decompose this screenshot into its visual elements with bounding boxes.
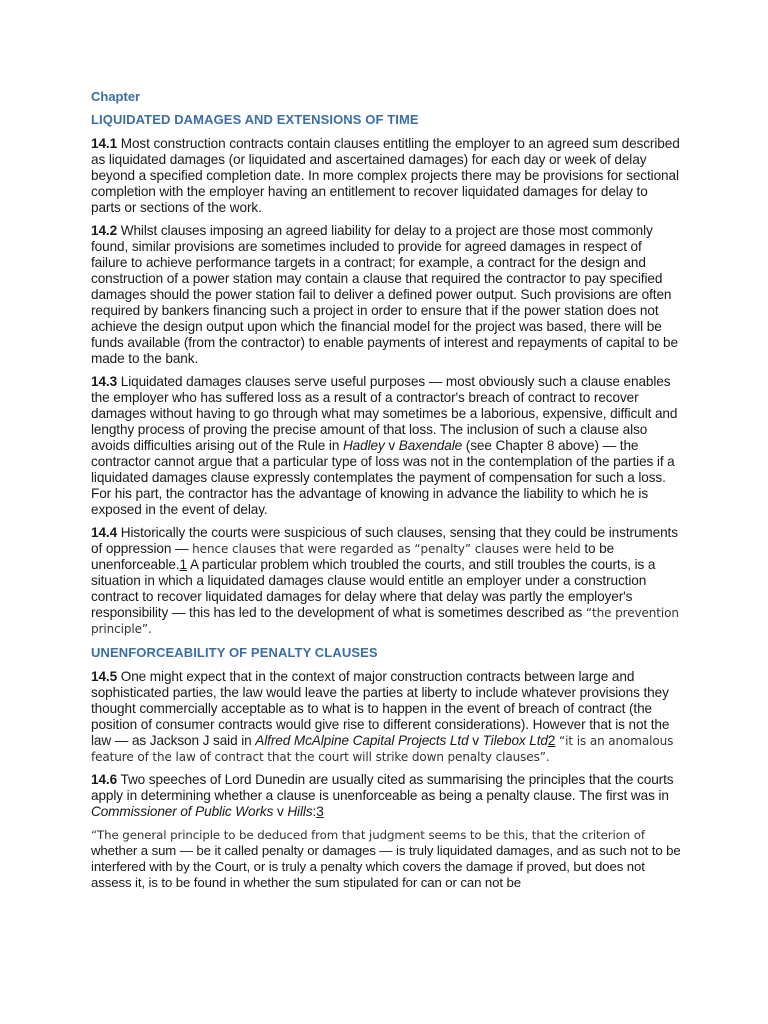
paragraph-text: One might expect that in the context of major construction contracts between large and sophisticated parties, the law would leave the parties at liberty to include whatever provisions they thought commercially acceptable as to what is to happen in the event of breach of contract (the position of consumer contracts would give rise to different considerations). However that is not the law — as Jackson J said in bbox=[91, 669, 670, 748]
case-name: Commissioner of Public Works bbox=[91, 804, 274, 819]
quoted-text: “it is an anomalous feature of the law of contract that the court will strike down penalty clauses”. bbox=[91, 734, 674, 764]
paragraph-14-6 bbox=[91, 772, 681, 820]
quote-text: whether a sum — be it called penalty or damages — is truly liquidated damages, and as such not to be interfered with by the Court, or is truly a penalty which covers the damage if proved, but does not assess it, is to be found in whether the sum stipulated for can or can not be bbox=[91, 843, 681, 890]
document-body bbox=[91, 88, 681, 891]
block-quote bbox=[91, 827, 681, 891]
paragraph-text: Most construction contracts contain clauses entitling the employer to an agreed sum described as liquidated damages (or liquidated and ascertained damages) for each day or week of delay beyond a specified completion date. In more complex projects there may be provisions for sectional completion with the employer having an entitlement to recover liquidated damages for delay to parts or sections of the work. bbox=[91, 136, 680, 215]
case-name: Hills bbox=[287, 804, 313, 819]
quoted-text: “the prevention principle”. bbox=[91, 606, 679, 636]
case-name: Tilebox Ltd bbox=[482, 733, 548, 748]
versus: v bbox=[384, 438, 399, 453]
paragraph-text: to be unenforceable. bbox=[91, 541, 615, 572]
paragraph-text: Historically the courts were suspicious of such clauses, sensing that they could be instruments of oppression — bbox=[91, 525, 678, 556]
paragraph-14-4 bbox=[91, 525, 681, 637]
paragraph-text: A particular problem which troubled the courts, and still troubles the courts, is a situation in which a liquidated damages clause would entitle an employer under a construction contract to recover liquidated damages for delay where that delay was partly the employer's responsibility — this has led to the development of what is sometimes described as bbox=[91, 557, 656, 620]
paragraph-14-5 bbox=[91, 669, 681, 765]
punctuation: : bbox=[312, 804, 317, 819]
paragraph-text: Whilst clauses imposing an agreed liability for delay to a project are those most commonly found, similar provisions are sometimes included to provide for agreed damages in respect of failure to achieve performance targets in a contract; for example, a contract for the design and construction of a power station may contain a clause that required the contractor to pay specified damages should the power station fail to deliver a defined power output. Such provisions are often required by bankers financing such a project in order to ensure that if the power station does not achieve the design output upon which the financial model for the project was based, there will be funds available (from the contractor) to enable payments of interest and repayments of capital to be made to the bank. bbox=[91, 223, 678, 366]
case-name: Baxendale bbox=[398, 438, 463, 453]
paragraph-text: Liquidated damages clauses serve useful purposes — most obviously such a clause enables the employer who has suffered loss as a result of a contractor's breach of contract to recover damages without having to go through what may sometimes be a laborious, expensive, difficult and lengthy process of proving the precise amount of that loss. The inclusion of such a clause also avoids difficulties arising out of the Rule in bbox=[91, 374, 678, 453]
versus: v bbox=[468, 733, 483, 748]
footnote-link[interactable]: 3 bbox=[316, 804, 324, 819]
paragraph-number: 14.2 bbox=[91, 223, 118, 238]
paragraph-number: 14.6 bbox=[91, 772, 118, 787]
paragraph-14-1 bbox=[91, 136, 681, 216]
versus: v bbox=[273, 804, 288, 819]
paragraph-14-3 bbox=[91, 374, 681, 518]
paragraph-text: (see Chapter 8 above) — the contractor cannot argue that a particular type of loss was not in the contemplation of the parties if a liquidated damages clause expressly contemplates the payment of compensation for such a loss. For his part, the contractor has the advantage of knowing in advance the liability to which he is exposed in the event of delay. bbox=[91, 438, 675, 517]
paragraph-number: 14.3 bbox=[91, 374, 118, 389]
quoted-text: hence clauses that were regarded as “penalty” clauses were held bbox=[192, 542, 581, 556]
paragraph-number: 14.1 bbox=[91, 136, 118, 151]
quoted-text: “The general principle to be deduced from that judgment seems to be this, that the criterion of bbox=[91, 828, 645, 842]
section-heading: UNENFORCEABILITY OF PENALTY CLAUSES bbox=[91, 645, 378, 660]
chapter-title: LIQUIDATED DAMAGES AND EXTENSIONS OF TIME bbox=[91, 112, 419, 127]
footnote-link[interactable]: 1 bbox=[179, 557, 188, 572]
chapter-label: Chapter bbox=[91, 89, 141, 104]
paragraph-14-2 bbox=[91, 223, 681, 367]
paragraph-number: 14.5 bbox=[91, 669, 118, 684]
case-name: Alfred McAlpine Capital Projects Ltd bbox=[255, 733, 469, 748]
paragraph-text: Two speeches of Lord Dunedin are usually cited as summarising the principles that the courts apply in determining whether a clause is unenforceable as being a penalty clause. The first was in bbox=[91, 772, 674, 803]
footnote-link[interactable]: 2 bbox=[547, 733, 556, 748]
case-name: Hadley bbox=[342, 438, 385, 453]
paragraph-number: 14.4 bbox=[91, 525, 118, 540]
